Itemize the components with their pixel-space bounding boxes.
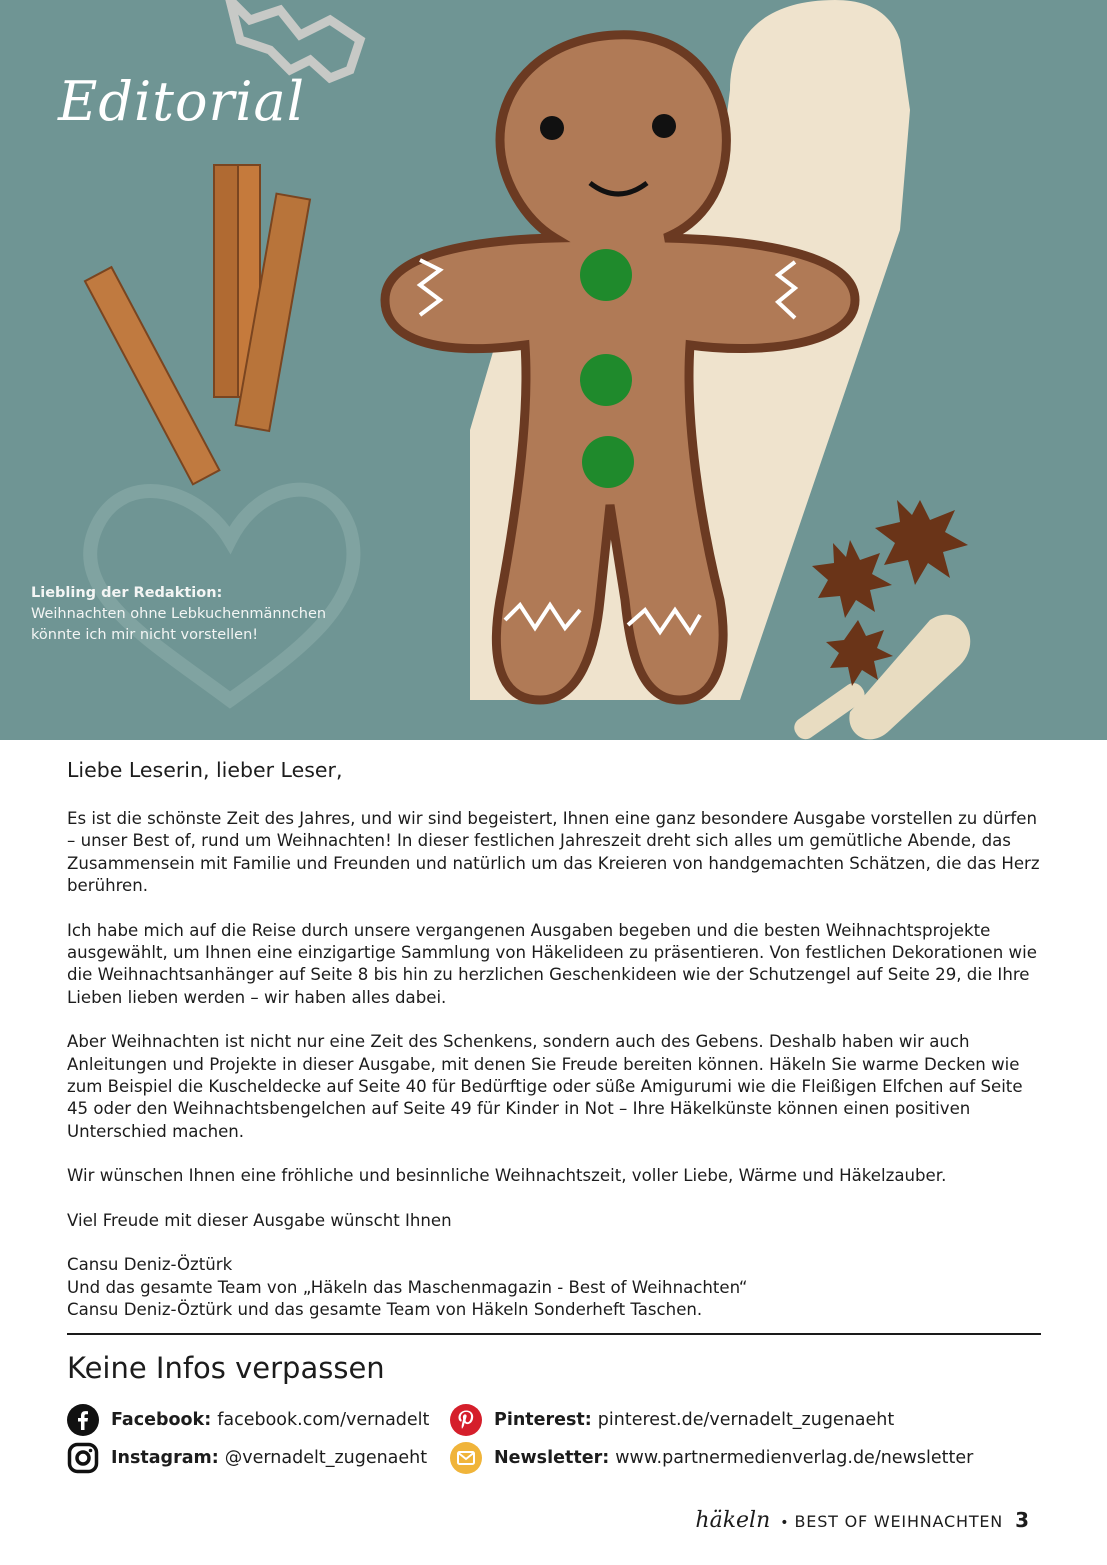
letter-paragraph: Aber Weihnachten ist nicht nur eine Zeit des Schenkens, sondern auch des Gebens. Deshalb haben wir auch Anleitungen und Projekte in dieser Ausgabe, mit denen Sie Freude bereiten können. Häkeln Sie warme Decken wie zum Beispiel die Kuscheldecke auf Seite 40 für Bedürftige oder süße Amigurumi wie die Fleißigen Elfchen auf Seite 45 oder den Weihnachtsbengelchen auf Seite 49 für Kinder in Not – Ihre Häkelkünste können einen positiven Unterschied machen. [67, 1032, 1023, 1141]
letter-paragraph: Wir wünschen Ihnen eine fröhliche und besinnliche Weihnachtszeit, voller Liebe, Wärme und Häkelzauber. [67, 1166, 947, 1186]
snowflake-cutter [230, 0, 360, 78]
letter-signature [67, 1254, 1042, 1321]
publication-title: BEST OF WEIHNACHTEN [794, 1512, 1004, 1531]
social-link[interactable]: facebook.com/vernadelt [217, 1410, 430, 1430]
social-pinterest[interactable] [450, 1404, 894, 1436]
photo-caption [31, 583, 391, 646]
facebook-icon [67, 1404, 99, 1436]
social-label: Newsletter: [494, 1448, 610, 1468]
social-newsletter[interactable] [450, 1442, 973, 1474]
section-divider [67, 1333, 1041, 1335]
newsletter-icon [450, 1442, 482, 1474]
pinterest-icon [450, 1404, 482, 1436]
hero-photo [0, 0, 1107, 740]
social-facebook[interactable] [67, 1404, 429, 1436]
signature-line: Und das gesamte Team von „Häkeln das Maschenmagazin - Best of Weihnachten“ [67, 1277, 748, 1297]
cinnamon-sticks [85, 165, 310, 484]
footer-separator: • [780, 1515, 789, 1531]
signature-line: Cansu Deniz-Öztürk und das gesamte Team von Häkeln Sonderheft Taschen. [67, 1299, 703, 1319]
letter-greeting: Liebe Leserin, lieber Leser, [67, 758, 343, 782]
brand-logo: häkeln [695, 1508, 771, 1533]
editorial-letter [67, 757, 1042, 1321]
social-instagram[interactable] [67, 1442, 427, 1474]
editorial-heading: Editorial [58, 70, 306, 133]
social-label: Instagram: [111, 1448, 219, 1468]
social-label: Facebook: [111, 1410, 212, 1430]
social-link[interactable]: @vernadelt_zugenaeht [224, 1448, 428, 1468]
letter-closing: Viel Freude mit dieser Ausgabe wünscht Ihnen [67, 1210, 452, 1230]
caption-line: könnte ich mir nicht vorstellen! [31, 627, 259, 643]
social-heading: Keine Infos verpassen [67, 1351, 385, 1385]
social-link[interactable]: www.partnermedienverlag.de/newsletter [615, 1448, 974, 1468]
signature-line: Cansu Deniz-Öztürk [67, 1255, 233, 1275]
caption-title: Liebling der Redaktion: [31, 585, 223, 601]
social-link[interactable]: pinterest.de/vernadelt_zugenaeht [597, 1410, 895, 1430]
page-number: 3 [1015, 1508, 1029, 1532]
letter-paragraph: Es ist die schönste Zeit des Jahres, und wir sind begeistert, Ihnen eine ganz besondere Ausgabe vorstellen zu dürfen – unser Best of, rund um Weihnachten! In dieser festlichen Jahreszeit dreht sich alles um gemütliche Abende, das Zusammensein mit Familie und Freunden und natürlich um das Kreieren von handgemachten Schätzen, die das Herz berühren. [67, 809, 1040, 896]
caption-line: Weihnachten ohne Lebkuchenmännchen [31, 606, 327, 622]
letter-paragraph: Ich habe mich auf die Reise durch unsere vergangenen Ausgaben begeben und die besten Weihnachtsprojekte ausgewählt, um Ihnen eine einzigartige Sammlung von Häkelideen zu präsentieren. Von festlichen Dekorationen wie die Weihnachtsanhänger auf Seite 8 bis hin zu herzlichen Geschenkideen wie der Schutzengel auf Seite 29, die Ihre Lieben lieben werden – wir haben alles dabei. [67, 920, 1037, 1007]
page-footer [695, 1508, 1029, 1533]
social-label: Pinterest: [494, 1410, 592, 1430]
instagram-icon [67, 1442, 99, 1474]
